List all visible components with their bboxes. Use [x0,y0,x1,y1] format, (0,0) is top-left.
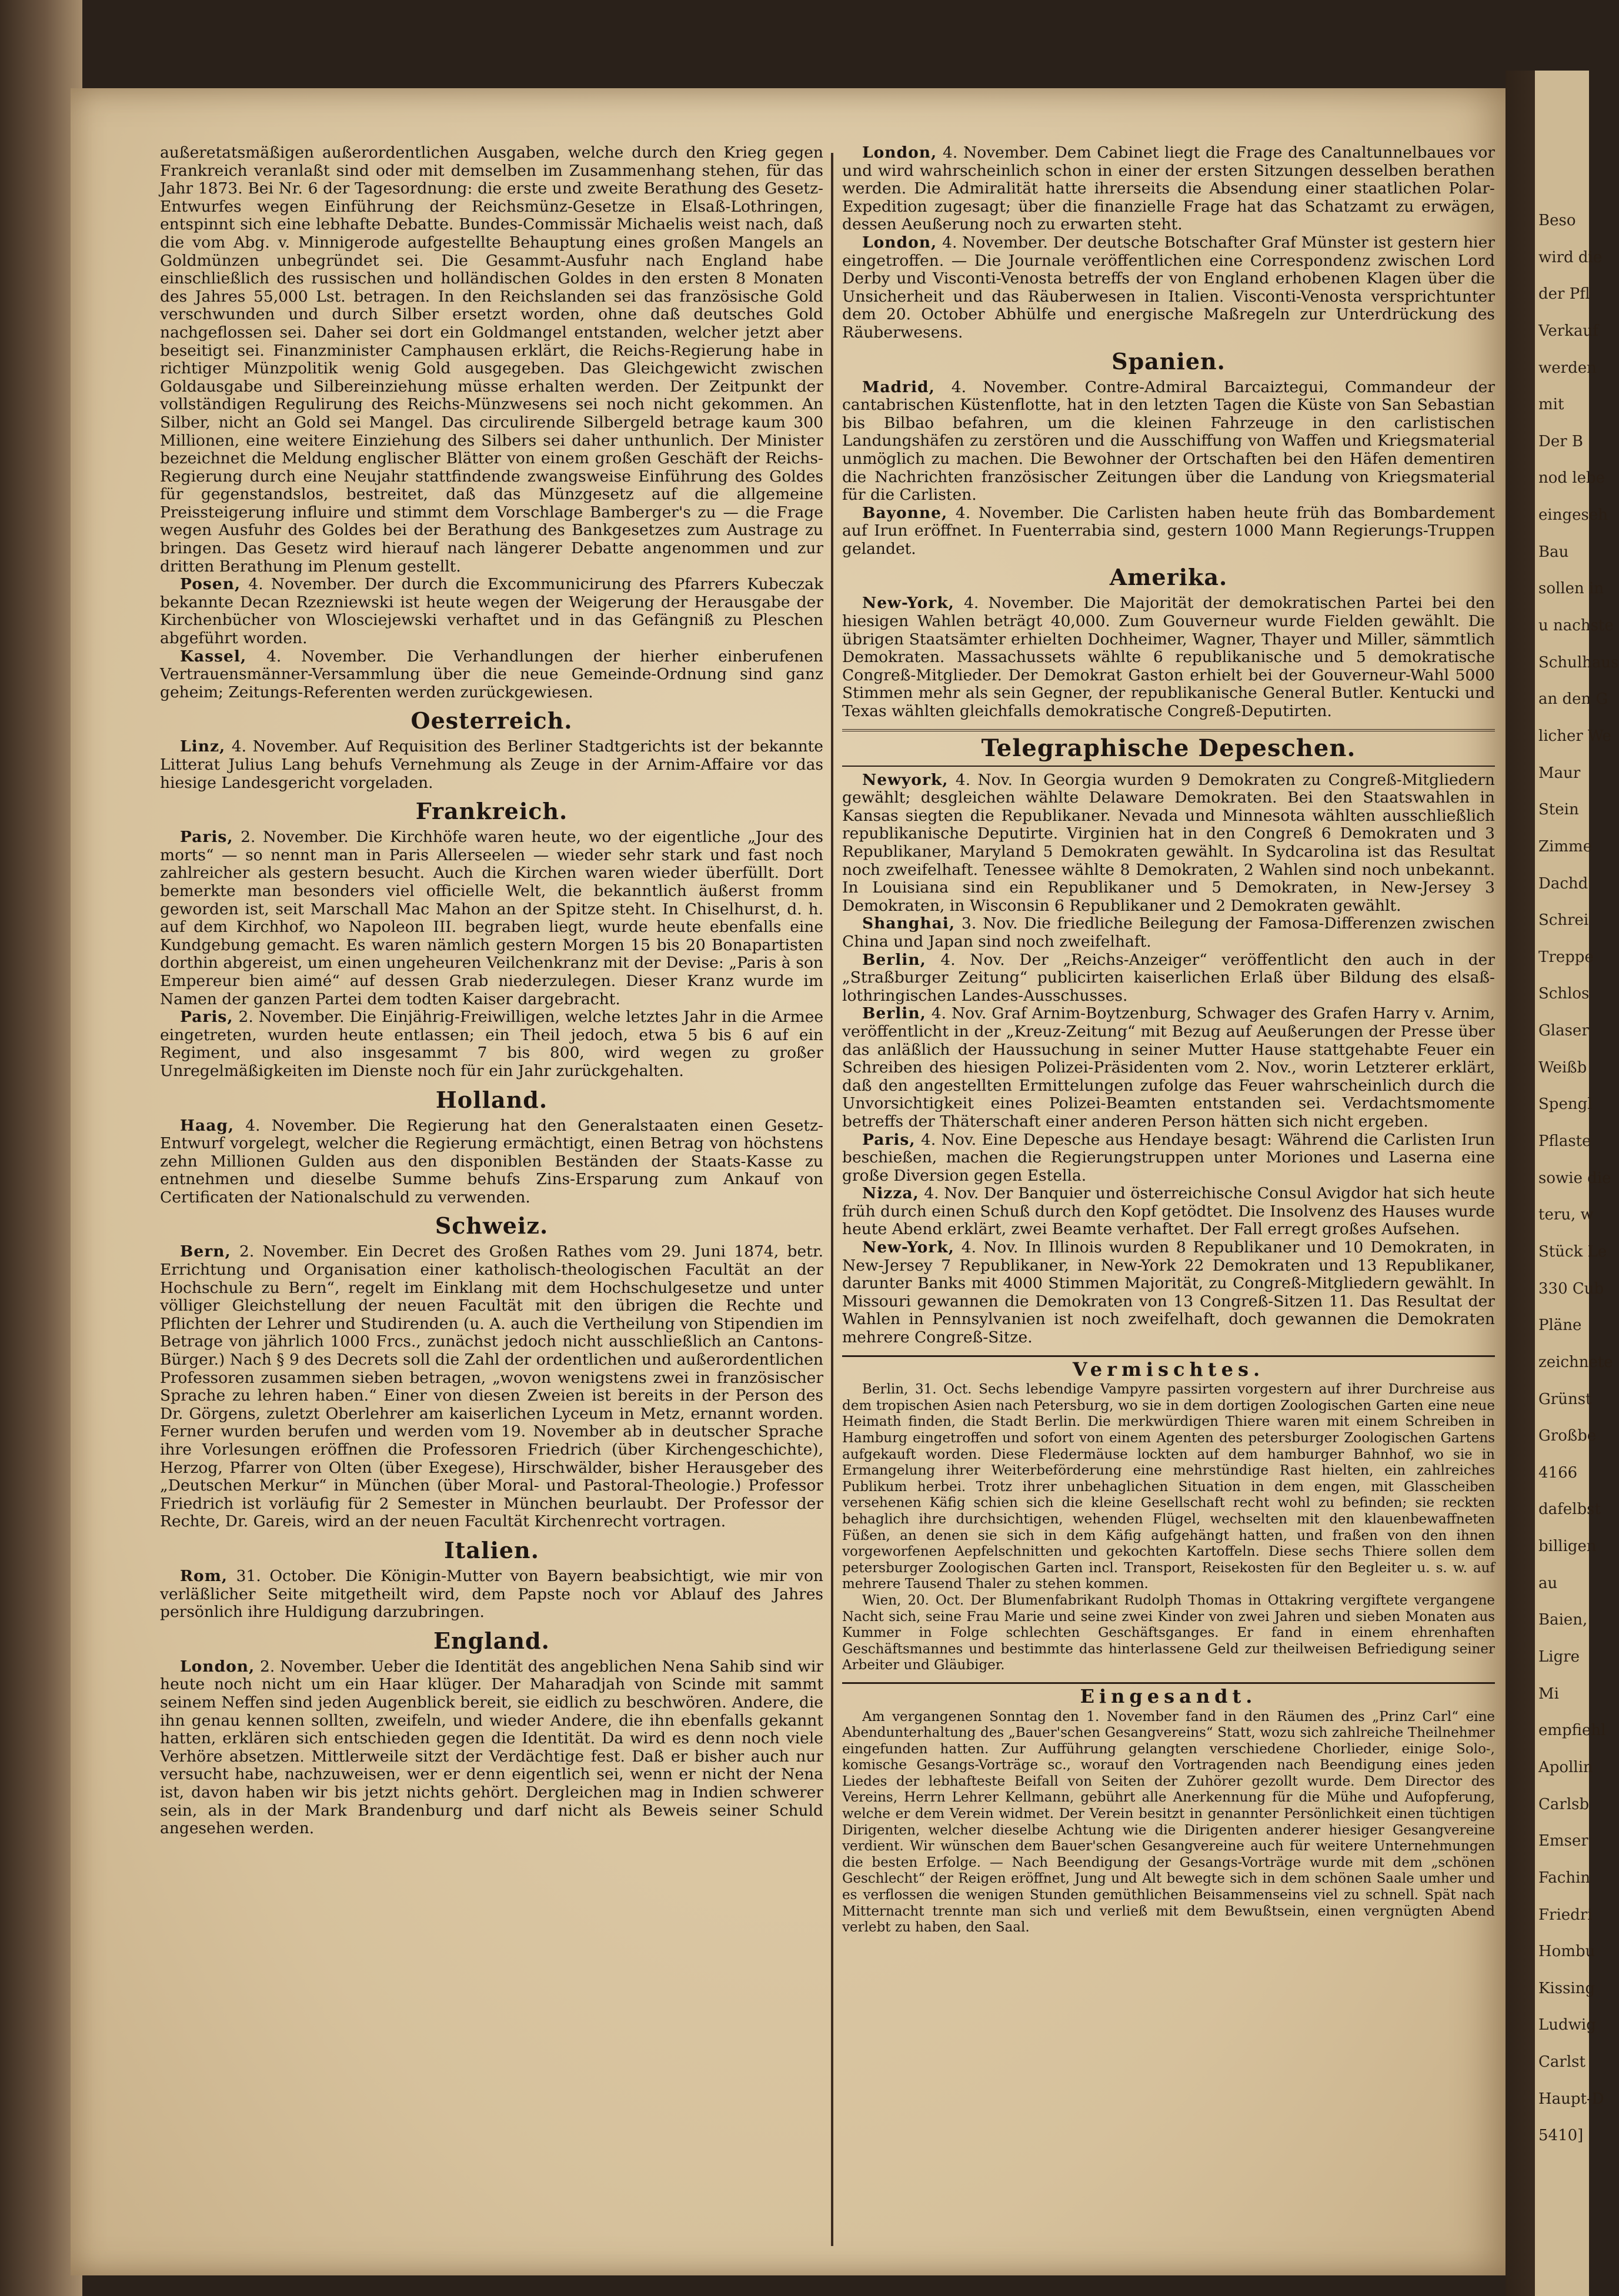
adjacent-page-text: 5410] [1538,2127,1584,2145]
article-haag [160,1117,823,1207]
article-text: 4. November. Contre-Admiral Barcaiztegui, Commandeur der cantabrischen Küstenflotte, hat in den letzten Tagen die Küste von San Sebastian bis Bilbao befahren, um die kleinen Fahrzeuge in den carlistischen Landungshäfen zu zerstören und die Ausschiffung von Waffen und Kriegsmaterial unmöglich zu machen. Die Bewohner der Ortschaften bei den Häfen dementiren die Nachrichten französischer Zeitungen über die Landung von Kriegsmaterial für die Carlisten. [842,377,1495,504]
adjacent-page-text: Stein [1538,801,1579,819]
adjacent-page-text: Bau [1538,543,1569,561]
article-paris-1 [160,828,823,1008]
article-text: 4. November. Die Verhandlungen der hierher einberufenen Vertrauensmänner-Versammlung über die neue Gemeinde-Ordnung sind ganz geheim; Zeitungs-Referenten werden zurückgewiesen. [160,647,823,701]
section-heading-schweiz: Schweiz. [435,1212,549,1239]
adjacent-page-text: werden [1538,359,1597,377]
article-text: 4. Nov. Der „Reichs-Anzeiger“ veröffentlicht den auch in der „Straßburger Zeitung“ publicirten kaiserlichen Erlaß über Bildung des elsaß-lothringischen Landes-Ausschusses. [842,950,1495,1005]
article-text: 4. November. Dem Cabinet liegt die Frage des Canaltunnelbaues vor und wird wahrscheinlich schon in einer der ersten Sitzungen desselben berathen werden. Die Admiralität hatte ihrerseits die Absendung einer staatlichen Polar-Expedition zugesagt; über die finanzielle Frage hat das Schatzamt zu erwägen, dessen Aeußerung noch zu erwarten steht. [842,143,1495,234]
section-heading-eingesandt: Eingesandt. [842,1682,1495,1706]
dateline: London, [862,233,937,252]
adjacent-page-fragment [1535,71,1619,2296]
article-berlin-2 [842,1005,1495,1131]
article-text: 4. Nov. In Illinois wurden 8 Republikaner und 10 Demokraten, in New-Jersey 7 Republikaner, in New-York 22 Demokraten und 13 Republikaner, darunter Banks mit 4000 Stimmen Majorität, zu Congreß-Mitgliedern gewählt. In Missouri gewannen die Demokraten von 13 Congreß-Sitzen 11. Das Resultat der Wahlen in Pennsylvanien ist noch zweifelhaft, doch gewannen die Demokraten mehrere Congreß-Sitze. [842,1238,1495,1347]
section-heading-frankreich: Frankreich. [415,798,568,825]
dateline: Bern, [180,1242,231,1261]
adjacent-page-text: Zimme [1538,837,1593,855]
adjacent-page-text: billigen [1538,1538,1597,1556]
article-text: 2. November. Ueber die Identität des angeblichen Nena Sahib sind wir heute noch nicht um ein Haar klüger. Der Maharadjah von Scinde mit sammt seinem Neffen sind jeden Augenblick bereit, sie eidlich zu beschwören. Andere, die ihn genau kennen sollten, zweifeln, und wieder Andere, die ihn ebenfalls gekannt hatten, erklären sich entschieden gegen die Identität. Da wird es denn noch viele Verhöre absetzen. Mittlerweile sitzt der Verdächtige fest. Daß er bisher auch nur versucht habe, nachzuweisen, wer er denn eigentlich sei, wenn er nicht der Nena ist, davon haben wir bis jetzt nichts gehört. Dergleichen mag in Indien schwerer sein, als in der Mark Brandenburg und darf nicht als Beweis seiner Schuld angesehen werden. [160,1657,823,1838]
dateline: Berlin, [862,1004,926,1023]
adjacent-page-text: dafelbst [1538,1500,1601,1519]
adjacent-page-text: Schulhaus [1538,653,1619,671]
adjacent-page-text: Spengl [1538,1095,1593,1114]
article-text: 2. November. Ein Decret des Großen Rathes vom 29. Juni 1874, betr. Errichtung und Organisation einer katholisch-theologischen Facultät an der Hochschule zu Bern“, regelt im Einklang mit dem Hochschulgesetze und unter völliger Gleichstellung der neuen Facultät mit den übrigen die Rechte und Pflichten der Lehrer und Studirenden (u. A. auch die Vertheilung von Stipendien im Betrage von jährlich 1000 Frcs., zunächst jedoch nicht ausschließlich an Cantons-Bürger.) Nach § 9 des Decrets soll die Zahl der ordentlichen und außerordentlichen Professoren zusammen sieben betragen, „wovon wenigstens zwei in französischer Sprache zu lehren haben.“ Einer von diesen Zweien ist bereits in der Person des Dr. Görgens, zuletzt Oberlehrer am kaiserlichen Lyceum in Metz, ernannt worden. Ferner wurden berufen und werden vom 19. November ab in deutscher Sprache ihre Vorlesungen eröffnen die Professoren Friedrich (über Kirchengeschichte), Herzog, Pfarrer von Olten (über Exegese), Hirschwälder, bisher Herausgeber des „Deutschen Merkur“ in München (über Moral- und Pastoral-Theologie.) Professor Friedrich ist vorläufig für 2 Semester in München beurlaubt. Der Professor der Rechte, Dr. Gareis, wird an der neuen Facultät Kirchenrecht vortragen. [160,1242,823,1531]
adjacent-page-text: Emser [1538,1832,1588,1850]
adjacent-page-text: Großbe [1538,1427,1597,1445]
adjacent-page-text: Treppe [1538,948,1594,966]
adjacent-page-text: empfiehl [1538,1722,1606,1740]
adjacent-page-text: nod lebe [1538,469,1605,487]
adjacent-page-text: Carlst [1538,2053,1585,2071]
article-newyork-1 [842,594,1495,720]
dateline: Madrid, [862,377,935,396]
dateline: Paris, [180,1008,233,1027]
article-berlin-1 [842,951,1495,1005]
adjacent-page-text: Dachd [1538,874,1588,893]
dateline: Kassel, [180,647,247,666]
dateline: Berlin, [862,950,926,969]
adjacent-page-text: Carlsb [1538,1795,1590,1813]
article-newyork-3 [842,1239,1495,1347]
adjacent-page-text: Ludwig [1538,2016,1596,2034]
adjacent-page-text: Ligre [1538,1648,1580,1666]
section-heading-spanien: Spanien. [1111,347,1226,375]
article-text: 4. November. Der deutsche Botschafter Graf Münster ist gestern hier eingetroffen. — Die Journale veröffentlichen eine Correspondenz zwischen Lord Derby und Visconti-Venosta betreffs der von England erhobenen Klagen über die Unsicherheit und das Räuberwesen in Italien. Visconti-Venosta versprichtunter dem 20. October Abhülfe und energische Maßregeln zur Unterdrückung des Räuberwesens. [842,233,1495,342]
article-paris-2 [160,1008,823,1080]
adjacent-page-text: u nachste [1538,617,1614,635]
adjacent-page-text: Schrei [1538,911,1589,930]
right-column [842,144,1495,1936]
article-rom [160,1568,823,1622]
article-paris-3 [842,1131,1495,1185]
article-text: 4. Nov. Eine Depesche aus Hendaye besagt: Während die Carlisten Irun beschießen, machen die Regierungstruppen unter Moriones und Laserna eine große Diversion gegen Estella. [842,1130,1495,1185]
adjacent-page-text: der Pfl [1538,285,1590,303]
adjacent-page-text: Grünst [1538,1390,1592,1408]
article-text: 4. November. Die Majorität der demokratischen Partei bei den hiesigen Wahlen beträgt 40,000. Zum Gouverneur wurde Fielden gewählt. Die übrigen Staatsämter erhielten Dochheimer, Wagner, Thayer und Miller, sämmtlich Demokraten. Massachussets wählte 6 republikanische und 5 demokratische Congreß-Mitglieder. Der Demokrat Gaston erhielt bei der Gouverneur-Wahl 5000 Stimmen mehr als sein Gegner, der republikanische General Butler. Kentucki und Texas wählten gleichfalls demokratische Congreß-Deputirten. [842,594,1495,721]
adjacent-page-text: Beso [1538,212,1576,229]
adjacent-page-text: Baien, [1538,1611,1588,1629]
article-text: 4. November. Die Carlisten haben heute früh das Bombardement auf Irun eröffnet. In Fuenterrabia sind, gestern 1000 Mann Regierungs-Truppen gelandet. [842,503,1495,558]
dateline: Paris, [180,828,233,847]
section-heading-oesterreich: Oesterreich. [410,707,573,734]
article-text: 31. October. Die Königin-Mutter von Bayern beabsichtigt, wie mir von verläßlicher Seite mitgetheilt wird, dem Papste noch vor Ablauf des Jahres persönlich ihre Huldigung darzubringen. [160,1566,823,1622]
adjacent-page-text: Stück Le [1538,1242,1607,1261]
adjacent-page-text: eingeseh [1538,506,1608,524]
article-text: 4. November. Auf Requisition des Berliner Stadtgerichts ist der bekannte Litterat Julius Lang behufs Vernehmung als Zeuge in der Arnim-Affaire vor das hiesige Landesgericht vorgeladen. [160,737,823,792]
adjacent-page-text: teru, w [1538,1206,1594,1224]
article-text: 3. Nov. Die friedliche Beilegung der Famosa-Differenzen zwischen China und Japan sind noch zweifelhaft. [842,914,1495,951]
article-bayonne [842,504,1495,559]
adjacent-page-text: Der B [1538,432,1584,450]
article-newyork-2 [842,771,1495,915]
section-heading-england: England. [433,1627,550,1654]
adjacent-page-text: au [1538,1574,1558,1592]
adjacent-page-text: Glaser [1538,1022,1589,1040]
dateline: New-York, [862,594,954,613]
article-text: 4. Nov. Graf Arnim-Boytzenburg, Schwager des Grafen Harry v. Arnim, veröffentlicht in der „Kreuz-Zeitung“ mit Bezug auf Aeußerungen der Presse über das anläßlich der Haussuchung in seiner Mutter Hause stattgehabte Feuer ein Schreiben des hiesigen Polizei-Präsidenten vom 2. Nov., worin Letzterer erklärt, daß den angestellten Ermittelungen zufolge das Feuer wahrscheinlich durch die Unvorsichtigkeit eines Polizei-Beamten entstanden sei. Verdachtsmomente betreffs der Thäterschaft einer anderen Person hätten sich nicht ergeben. [842,1004,1495,1131]
dateline: Paris, [862,1130,916,1149]
article-kassel [160,648,823,702]
section-heading-amerika: Amerika. [1109,564,1228,591]
article-bern [160,1243,823,1531]
article-text: 4. Nov. In Georgia wurden 9 Demokraten zu Congreß-Mitgliedern gewählt; desgleichen wählte Delaware Demokraten. Bei den Staatswahlen in Kansas siegten die Republikaner. Nevada und Minnesota wählten ausschließlich republikanische Deputirte. Virginien hat in den Congreß 6 Demokraten und 3 Republikaner, Maryland 5 Demokraten gewählt. In Sydcarolina ist das Resultat noch zweifelhaft. Tenessee wählte 8 Demokraten, 2 Wahlen sind noch unbekannt. In Louisiana sind ein Republikaner und 5 Demokraten, in New-Jersey 3 Demokraten, in Wisconsin 6 Republikaner und 2 Demokraten gewählt. [842,770,1495,915]
adjacent-page-text: licher We [1538,727,1612,745]
article-madrid [842,379,1495,504]
dateline: Nizza, [862,1184,919,1203]
section-heading-vermischtes: Vermischtes. [842,1355,1495,1379]
article-text: 2. November. Die Kirchhöfe waren heute, wo der eigentliche „Jour des morts“ — so nennt man in Paris Allerseelen — wieder sehr stark und fast noch zahlreicher als gestern besucht. Auch die Kirchen waren wieder überfüllt. Dort bemerkte man besonders viel officielle Welt, die bekanntlich äußerst fromm geworden ist, seit Marschall Mac Mahon an der Spitze steht. In Chiselhurst, d. h. auf dem Kirchhof, wo Napoleon III. begraben liegt, wurde heute ebenfalls eine Kundgebung gemacht. Es waren nämlich gestern Morgen 15 bis 20 Bonapartisten dorthin abgereist, um einen ungeheuren Veilchenkranz mit der Devise: „Paris à son Empereur bien aimé“ auf dessen Grab niederzulegen. Dieser Kranz wurde im Namen der ganzen Partei dem todten Kaiser dargebracht. [160,828,823,1008]
adjacent-page-text: Pläne [1538,1316,1582,1335]
section-heading-holland: Holland. [435,1086,548,1113]
adjacent-page-text: zeichnete [1538,1353,1613,1371]
adjacent-page-text: Hombu [1538,1943,1595,1961]
article-vermischtes-berlin: Berlin, 31. Oct. Sechs lebendige Vampyre passirten vorgestern auf ihrer Durchreise aus dem tropischen Asien nach Petersburg, wo sie in dem dortigen Zoologischen Garten eine neue Heimath finden, die Stadt Berlin. Die merkwürdigen Thiere waren mit einem Schreiben in Hamburg eingetroffen und sofort von einem Agenten des petersburger Zoologischen Gartens aufgekauft worden. Diese Fledermäuse lockten auf dem hamburger Bahnhof, wo sie in Ermangelung ihrer Weiterbeförderung eine mehrstündige Rast hielten, ein zahlreiches Publikum herbei. Trotz ihrer unbehaglichen Situation in dem engen, mit Glasscheiben versehenen Käfig schien sich die kleine Gesellschaft recht wohl zu befinden; sie reckten behaglich ihre durchsichtigen, wehenden Flügel, wechselten mit den klauenbewaffneten Füßen, an denen sie sich in dem Käfig aufgehängt hatten, und fraßen von den ihnen vorgeworfenen Aepfelschnitten und gekochten Kartoffeln. Diese sechs Thiere sollen dem petersburger Zoologischen Garten incl. Transport, Reisekosten für den Begleiter u. s. w. auf mehrere Tausend Thaler zu stehen kommen. [842,1382,1495,1592]
adjacent-page-text: Verkauf [1538,322,1598,340]
article-text: 4. November. Der durch die Excommunicirung des Pfarrers Kubeczak bekannte Decan Rzezniewski ist heute wegen der Weigerung der Herausgabe der Kirchenbücher von Wlosciejewski verhaftet und in das Gefängniß zu Pleschen abgeführt worden. [160,575,823,648]
adjacent-page-text: Maur [1538,764,1581,782]
adjacent-page-text: Pflaste [1538,1132,1591,1151]
dateline: Bayonne, [862,503,948,522]
dateline: New-York, [862,1238,954,1257]
dateline: Rom, [180,1566,228,1585]
adjacent-page-text: Apollin [1538,1758,1593,1776]
left-column [160,144,823,1838]
article-london-1 [160,1658,823,1838]
adjacent-page-text: sollen in [1538,580,1604,598]
adjacent-page-text: Fachin [1538,1869,1591,1887]
article-shanghai [842,915,1495,951]
dateline: Shanghai, [862,914,956,933]
article-london-2 [842,144,1495,234]
article-nizza [842,1185,1495,1239]
article-vermischtes-wien: Wien, 20. Oct. Der Blumenfabrikant Rudolph Thomas in Ottakring vergiftete vergangene Nacht sich, seine Frau Marie und seine zwei Kinder von zwei Jahren und sieben Monaten aus Kummer in Folge schlechten Geschäftsganges. Er fand in einem ehrenhaften Geschäftsmannes und bestimmte das hinterlassene Geld zur theilweisen Befriedigung seiner Arbeiter und Gläubiger. [842,1592,1495,1673]
adjacent-page-text: 330 Cub [1538,1279,1604,1298]
adjacent-page-text: Weißb [1538,1058,1587,1077]
section-heading-telegraphische-depeschen: Telegraphische Depeschen. [842,729,1495,767]
article-text: 4. November. Die Regierung hat den Generalstaaten einen Gesetz-Entwurf vorgelegt, welcher die Regierung ermächtigt, einen Betrag von höchstens zehn Millionen Gulden aus den disponiblen Beständen der Staats-Kasse zu entnehmen und dieselbe Summe behufs Zins-Ersparung zum Ankauf von Certificaten der Nationalschuld zu verwenden. [160,1116,823,1207]
dateline: London, [180,1657,255,1676]
adjacent-page-text: Kissing [1538,1979,1595,1997]
adjacent-page-text: Schlos [1538,985,1590,1003]
adjacent-page-text: wird die [1538,248,1603,266]
dateline: Newyork, [862,770,949,789]
article-london-3 [842,234,1495,342]
adjacent-page-text: sowie die [1538,1169,1611,1187]
dateline: Linz, [180,737,226,756]
adjacent-page-text: an den G [1538,690,1608,708]
article-reichstag: außeretatsmäßigen außerordentlichen Ausgaben, welche durch den Krieg gegen Frankreich veranlaßt sind oder mit demselben im Zusammenhang stehen, für das Jahr 1873. Bei Nr. 6 der Tagesordnung: die erste und zweite Berathung des Gesetz-Entwurfes wegen Einführung der Reichsmünz-Gesetze in Elsaß-Lothringen, entspinnt sich eine lebhafte Debatte. Bundes-Commissär Michaelis weist nach, daß die vom Abg. v. Minnigerode aufgestellte Behauptung eines großen Mangels an Goldmünzen unbegründet sei. Die Gesammt-Ausfuhr nach England habe einschließlich des russischen und holländischen Goldes in den ersten 8 Monaten des Jahres 55,000 Lst. betragen. In den Reichslanden sei das französische Gold verschwunden und durch Silber ersetzt worden, ohne daß deutsches Gold nachgeflossen sei. Daher sei dort ein Goldmangel entstanden, welcher jetzt aber beseitigt sei. Finanzminister Camphausen erklärt, die Reichs-Regierung habe in richtiger Münzpolitik wenig Gold ausgegeben. Das Gleichgewicht zwischen Goldausgabe und Silbereinziehung müsse erhalten werden. Der Zeitpunkt der vollständigen Regulirung des Reichs-Münzwesens sei noch nicht gekommen. An Silber, nicht an Gold sei Mangel. Das circulirende Silbergeld betrage kaum 300 Millionen, eine weitere Einziehung des Silbers sei daher unthunlich. Der Minister bezeichnet die Meldung englischer Blätter von einem großen Geschäft der Reichs-Regierung durch eine Neujahr stattfindende zwangsweise Einführung des Goldes für gegenstandslos, bestreitet, daß das Münzgesetz auf die allgemeine Preissteigerung influire und stimmt dem Vorschlage Bamberger's zu — die Frage wegen Ausfuhr des Goldes bei der Berathung des Bankgesetzes zum Austrage zu bringen. Das Gesetz wird hierauf nach längerer Debatte angenommen und zur dritten Berathung im Plenum gestellt. [160,143,823,576]
adjacent-page-text: Mi [1538,1685,1559,1703]
column-divider [831,153,833,2246]
adjacent-page-text: 4166 [1538,1463,1578,1482]
adjacent-page-text: Haupt-D [1538,2090,1604,2108]
article-posen [160,576,823,647]
dateline: London, [862,143,937,162]
section-heading-italien: Italien. [444,1536,539,1563]
book-binding-left [0,0,82,2296]
article-text: 4. Nov. Der Banquier und österreichische Consul Avigdor hat sich heute früh durch einen Schuß durch den Kopf getödtet. Die Insolvenz des Hauses wurde heute Abend erklärt, zwei Beamte verhaftet. Der Fall erregt großes Aufsehen. [842,1184,1495,1239]
dateline: Haag, [180,1116,235,1135]
article-text: 2. November. Die Einjährig-Freiwilligen, welche letztes Jahr in die Armee eingetreten, wurden heute entlassen; ein Theil jedoch, etwa 5 bis 6 auf ein Regiment, und also insgesammt 7 bis 800, wird wegen zu großer Unregelmäßigkeiten im Dienste noch für ein Jahr zurückgehalten. [160,1008,823,1080]
article-linz [160,738,823,792]
dateline: Posen, [180,575,241,594]
article-eingesandt: Am vergangenen Sonntag den 1. November fand in den Räumen des „Prinz Carl“ eine Abendunterhaltung des „Bauer'schen Gesangvereins“ Statt, wozu sich zahlreiche Theilnehmer eingefunden hatten. Zur Aufführung gelangten verschiedene Chorlieder, einige Solo-, komische Gesangs-Vorträge sc., worauf den Vortragenden nach Beendigung eines jeden Liedes der lebhafteste Beifall von Seiten der Zuhörer gezollt wurde. Dem Director des Vereins, Herrn Lehrer Kellmann, gebührt alle Anerkennung für die Mühe und Aufopferung, welche er dem Verein widmet. Der Verein besitzt in genannter Persönlichkeit einen tüchtigen Dirigenten, welcher dieselbe Achtung wie die Dirigenten anderer hiesiger Gesangvereine verdient. Wir wünschen dem Bauer'schen Gesangvereine auch für weitere Unternehmungen die besten Erfolge. — Nach Beendigung der Gesangs-Vorträge wurde mit dem „schönen Geschlecht“ der Reigen eröffnet, Jung und Alt bewegte sich in dem schönen Saale umher und es verflossen die wenigen Stunden gemüthlichen Beisammenseins viel zu schnell. Spät nach Mitternacht trennte man sich und verließ mit dem Bewußtsein, einen vergnügten Abend verlebt zu haben, den Saal. [842,1709,1495,1936]
adjacent-page-text: Friedri [1538,1906,1593,1924]
adjacent-page-text: mit [1538,396,1564,414]
